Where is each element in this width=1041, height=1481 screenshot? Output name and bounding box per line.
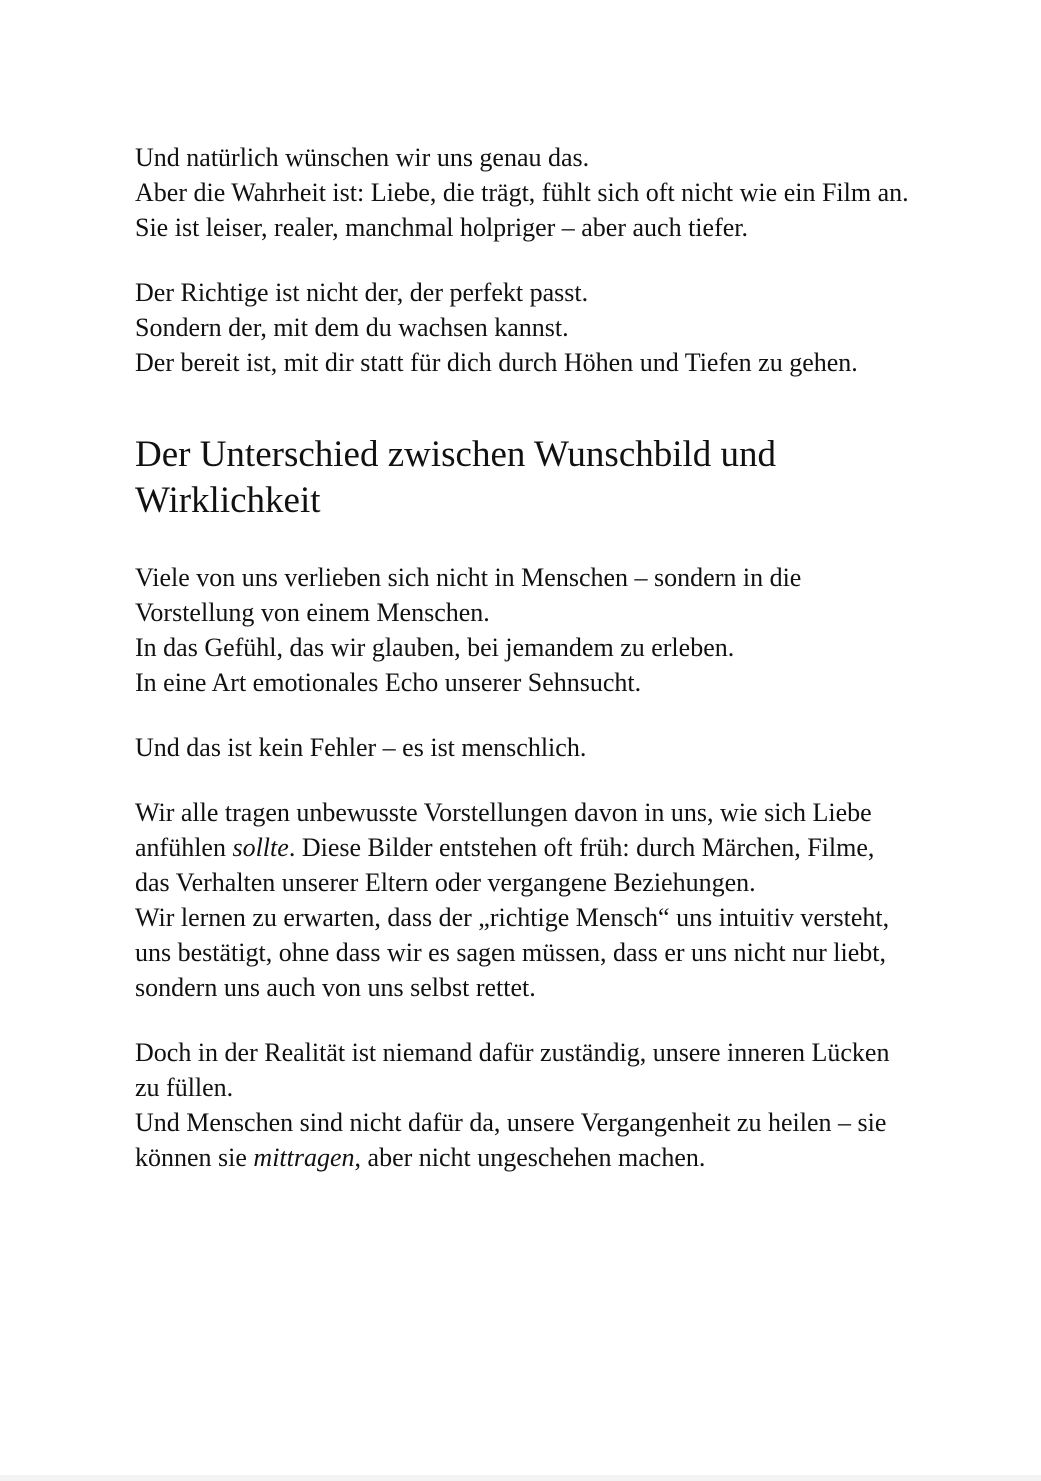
paragraph-4	[135, 730, 915, 765]
section-heading: Der Unterschied zwischen Wunschbild und Wirklichkeit	[135, 434, 777, 521]
text-line: Und das ist kein Fehler – es ist menschlich.	[135, 733, 587, 762]
text-run: Wir alle tragen unbewusste Vorstellungen davon in uns, wie sich Liebe anfühlen	[135, 798, 872, 862]
paragraph-2	[135, 275, 915, 380]
page-bottom-edge	[0, 1475, 1041, 1481]
paragraph-3	[135, 560, 915, 700]
text-line: In das Gefühl, das wir glauben, bei jemandem zu erleben.	[135, 633, 735, 662]
text-line: Der bereit ist, mit dir statt für dich durch Höhen und Tiefen zu gehen.	[135, 348, 858, 377]
text-line: Und natürlich wünschen wir uns genau das.	[135, 143, 590, 172]
text-line	[135, 795, 915, 900]
document-page	[135, 140, 915, 1205]
paragraph-1	[135, 140, 915, 245]
text-run: Und Menschen sind nicht dafür da, unsere Vergangenheit zu heilen – sie können sie	[135, 1108, 887, 1172]
text-run: . Diese Bilder entstehen oft früh: durch Märchen, Filme, das Verhalten unserer Eltern oder vergangene Beziehungen.	[135, 833, 875, 897]
text-line: Doch in der Realität ist niemand dafür zuständig, unsere inneren Lücken zu füllen.	[135, 1038, 890, 1102]
paragraph-6	[135, 1035, 915, 1175]
text-line: Sondern der, mit dem du wachsen kannst.	[135, 313, 569, 342]
emphasis-text: mittragen	[253, 1143, 355, 1172]
text-line: Wir lernen zu erwarten, dass der „richtige Mensch“ uns intuitiv versteht, uns bestätigt, ohne dass wir es sagen müssen, dass er uns nicht nur liebt, sondern uns auch von uns selbst rettet.	[135, 903, 890, 1002]
emphasis-text: sollte	[232, 833, 289, 862]
text-line: Sie ist leiser, realer, manchmal holpriger – aber auch tiefer.	[135, 213, 748, 242]
text-line: Der Richtige ist nicht der, der perfekt passt.	[135, 278, 589, 307]
text-line: Aber die Wahrheit ist: Liebe, die trägt, fühlt sich oft nicht wie ein Film an.	[135, 178, 909, 207]
text-line: In eine Art emotionales Echo unserer Sehnsucht.	[135, 668, 642, 697]
text-run: , aber nicht ungeschehen machen.	[354, 1143, 706, 1172]
text-line: Viele von uns verlieben sich nicht in Menschen – sondern in die Vorstellung von einem Menschen.	[135, 563, 802, 627]
paragraph-5	[135, 795, 915, 1005]
text-line	[135, 1105, 915, 1175]
